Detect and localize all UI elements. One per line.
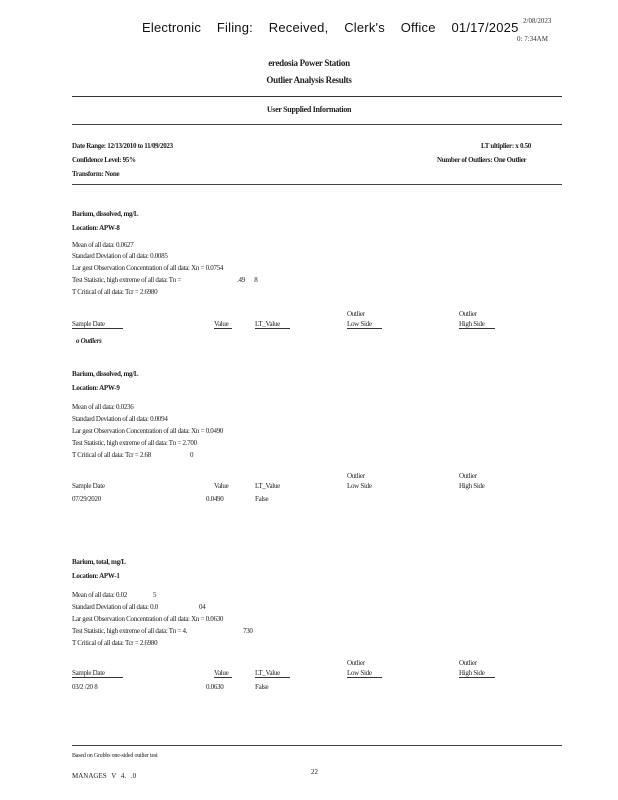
footer-note: Based on Grubbs one-sided outlier test	[72, 753, 158, 759]
location: Location: APW-9	[72, 384, 120, 392]
lt-multiplier: LT ultiplier: x 0.50	[481, 142, 532, 150]
col-high-side: High Side	[459, 669, 495, 678]
col-sample-date: Sample Date	[72, 669, 123, 678]
transform: Transform: None	[72, 170, 120, 178]
stat-largest: Lar gest Observation Concentration of all data: Xn = 0.0630	[72, 615, 224, 623]
stat-std-dev-tail: 04	[199, 603, 206, 611]
no-outliers-note: o Outliers	[76, 337, 102, 345]
page-number: 22	[311, 768, 318, 776]
stat-mean: Mean of all data: 0.02	[72, 591, 128, 599]
print-time: 0: 7:34AM	[517, 35, 548, 43]
row-sample-date: 07/29/2020	[72, 495, 101, 503]
stat-largest: Lar gest Observation Concentration of all data: Xn = 0.0754	[72, 264, 224, 272]
report-title: Outlier Analysis Results	[266, 75, 352, 85]
stat-critical: T Critical of all data: Tcr = 2.6980	[72, 288, 158, 296]
date-range: Date Range: 12/13/2010 to 11/09/2023	[72, 142, 173, 150]
col-high-side: High Side	[459, 320, 495, 329]
col-lt-value: LT_Value	[255, 320, 290, 329]
col-value: Value	[214, 669, 232, 678]
divider-sub	[72, 124, 562, 125]
col-value: Value	[214, 320, 232, 329]
col-outlier-high: Outlier	[459, 310, 477, 318]
col-outlier-high: Outlier	[459, 472, 477, 480]
col-outlier-low: Outlier	[347, 659, 365, 667]
location: Location: APW-8	[72, 224, 120, 232]
stat-mean: Mean of all data: 0.0627	[72, 241, 134, 249]
stat-critical: T Critical of all data: Tcr = 2.6980	[72, 639, 158, 647]
software-version: MANAGES V 4. .0	[72, 772, 137, 780]
col-sample-date: Sample Date	[72, 320, 123, 329]
section-subtitle: User Supplied Information	[266, 105, 352, 114]
stat-critical-tail: 0	[190, 451, 194, 459]
row-value: 0.0630	[206, 683, 224, 691]
station-name: eredosia Power Station	[268, 58, 350, 68]
col-outlier-low: Outlier	[347, 472, 365, 480]
row-lt-value: False	[255, 683, 269, 691]
stat-mean-tail: 5	[153, 591, 157, 599]
stat-test: Test Statistic, high extreme of all data: Tn =	[72, 276, 182, 284]
col-high-side: High Side	[459, 482, 485, 490]
stat-std-dev: Standard Deviation of all data: 0.0085	[72, 252, 168, 260]
divider-top	[72, 96, 562, 97]
parameter-name: Barium, dissolved, mg/L	[72, 210, 139, 218]
location: Location: APW-1	[72, 572, 120, 580]
row-sample-date: 03/2 /20 8	[72, 683, 98, 691]
stat-std-dev: Standard Deviation of all data: 0.0	[72, 603, 158, 611]
divider-info	[72, 184, 562, 185]
col-outlier-low: Outlier	[347, 310, 365, 318]
filing-stamp: Electronic Filing: Received, Clerk's Office 01/17/2025	[142, 20, 519, 35]
col-low-side: Low Side	[347, 482, 372, 490]
confidence-level: Confidence Level: 95%	[72, 156, 136, 164]
stat-test: Test Statistic, high extreme of all data: Tn = 4.	[72, 627, 188, 635]
col-low-side: Low Side	[347, 669, 382, 678]
col-outlier-high: Outlier	[459, 659, 477, 667]
stat-largest: Lar gest Observation Concentration of all data: Xn = 0.0490	[72, 427, 224, 435]
stat-test-tail: 730	[243, 627, 253, 635]
stat-test: Test Statistic, high extreme of all data: Tn = 2.700	[72, 439, 197, 447]
stat-std-dev: Standard Deviation of all data: 0.0094	[72, 415, 168, 423]
col-low-side: Low Side	[347, 320, 382, 329]
stat-critical: T Critical of all data: Tcr = 2.68	[72, 451, 151, 459]
col-lt-value: LT_Value	[255, 482, 280, 490]
col-value: Value	[214, 482, 229, 490]
row-value: 0.0490	[206, 495, 224, 503]
col-sample-date: Sample Date	[72, 482, 105, 490]
print-date: 2/08/2023	[523, 17, 552, 25]
stat-test-tail: .49 8	[237, 276, 258, 284]
divider-footer	[72, 745, 562, 746]
number-of-outliers: Number of Outliers: One Outlier	[437, 156, 527, 164]
col-lt-value: LT_Value	[255, 669, 290, 678]
parameter-name: Barium, dissolved, mg/L	[72, 370, 139, 378]
stat-mean: Mean of all data: 0.0236	[72, 403, 134, 411]
parameter-name: Barium, total, mg/L	[72, 558, 126, 566]
row-lt-value: False	[255, 495, 269, 503]
